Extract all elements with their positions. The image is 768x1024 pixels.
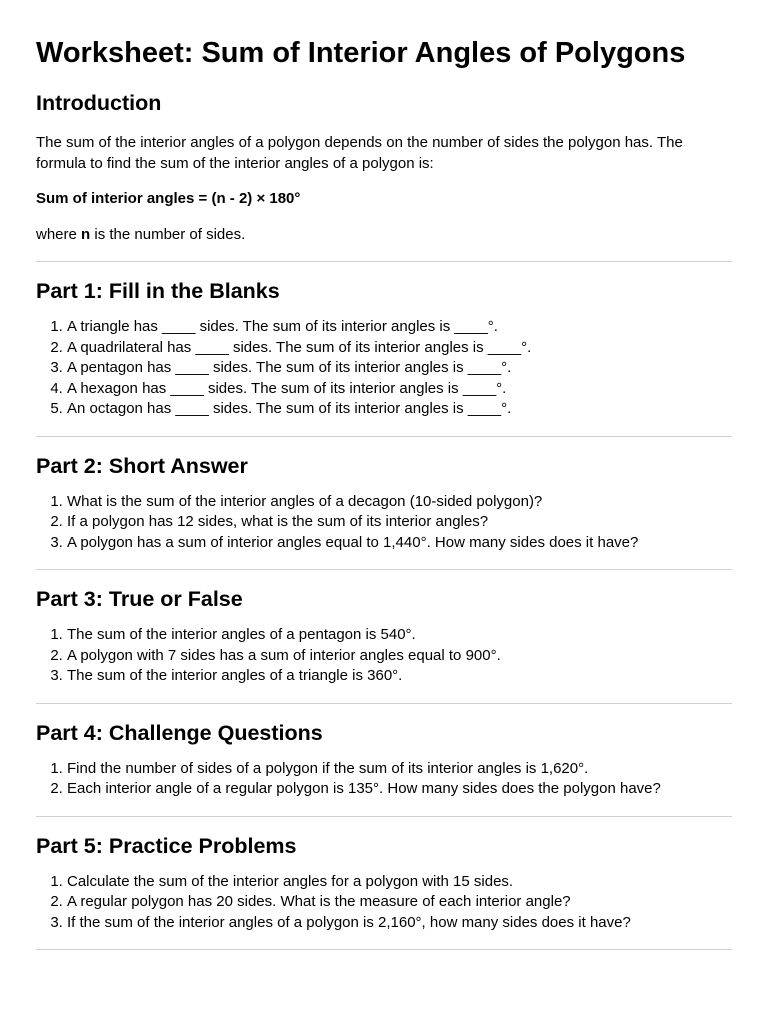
list-item: 2. A quadrilateral has ____ sides. The sum of its interior angles is ____°. [67, 338, 732, 359]
part-4-heading: Part 4: Challenge Questions [36, 720, 323, 745]
part-3-heading: Part 3: True or False [36, 587, 243, 611]
list-item: 5. An octagon has ____ sides. The sum of its interior angles is ____°. [67, 399, 732, 420]
formula-text: Sum of interior angles = (n - 2) × 180° [36, 190, 301, 207]
part-4-section [36, 704, 732, 800]
introduction-text: The sum of the interior angles of a polygon depends on the number of sides the polygon has. The formula to find the sum of the interior angles of a polygon is: [36, 134, 683, 172]
part-2-section [36, 437, 732, 554]
part-5-heading: Part 5: Practice Problems [36, 833, 297, 858]
variable-definition [36, 224, 732, 245]
list-item: 1. Find the number of sides of a polygon if the sum of its interior angles is 1,620°. [67, 759, 732, 780]
part-2-heading: Part 2: Short Answer [36, 453, 248, 478]
part-5-section [36, 817, 732, 934]
list-item: 1. What is the sum of the interior angles of a decagon (10-sided polygon)? [67, 492, 732, 513]
list-item: 3. If the sum of the interior angles of a polygon is 2,160°, how many sides does it have? [67, 913, 732, 934]
list-item: 2. A regular polygon has 20 sides. What is the measure of each interior angle? [67, 892, 732, 913]
list-item: 3. A polygon has a sum of interior angles equal to 1,440°. How many sides does it have? [67, 533, 732, 554]
list-item: 2. Each interior angle of a regular polygon is 135°. How many sides does the polygon have? [67, 779, 732, 800]
list-item: 1. A triangle has ____ sides. The sum of its interior angles is ____°. [67, 317, 732, 338]
list-item: 2. A polygon with 7 sides has a sum of interior angles equal to 900°. [67, 646, 732, 667]
part-5-list [36, 872, 732, 934]
part-3-list [36, 625, 732, 687]
part-2-list [36, 492, 732, 554]
part-1-list [36, 317, 732, 420]
divider [36, 949, 732, 950]
list-item: 4. A hexagon has ____ sides. The sum of its interior angles is ____°. [67, 379, 732, 400]
list-item: 1. The sum of the interior angles of a pentagon is 540°. [67, 625, 732, 646]
list-item: 3. The sum of the interior angles of a triangle is 360°. [67, 666, 732, 687]
introduction-heading: Introduction [36, 91, 162, 115]
list-item: 2. If a polygon has 12 sides, what is the sum of its interior angles? [67, 512, 732, 533]
introduction-section [36, 90, 732, 245]
page-title: Worksheet: Sum of Interior Angles of Polygons [36, 37, 686, 69]
part-4-list [36, 759, 732, 800]
part-1-heading: Part 1: Fill in the Blanks [36, 279, 280, 303]
part-1-section [36, 262, 732, 420]
where-suffix: is the number of sides. [90, 226, 246, 243]
variable-n: n [81, 226, 91, 243]
list-item: 1. Calculate the sum of the interior angles for a polygon with 15 sides. [67, 872, 732, 893]
where-prefix: where [36, 226, 82, 243]
part-3-section [36, 570, 732, 687]
list-item: 3. A pentagon has ____ sides. The sum of its interior angles is ____°. [67, 358, 732, 379]
